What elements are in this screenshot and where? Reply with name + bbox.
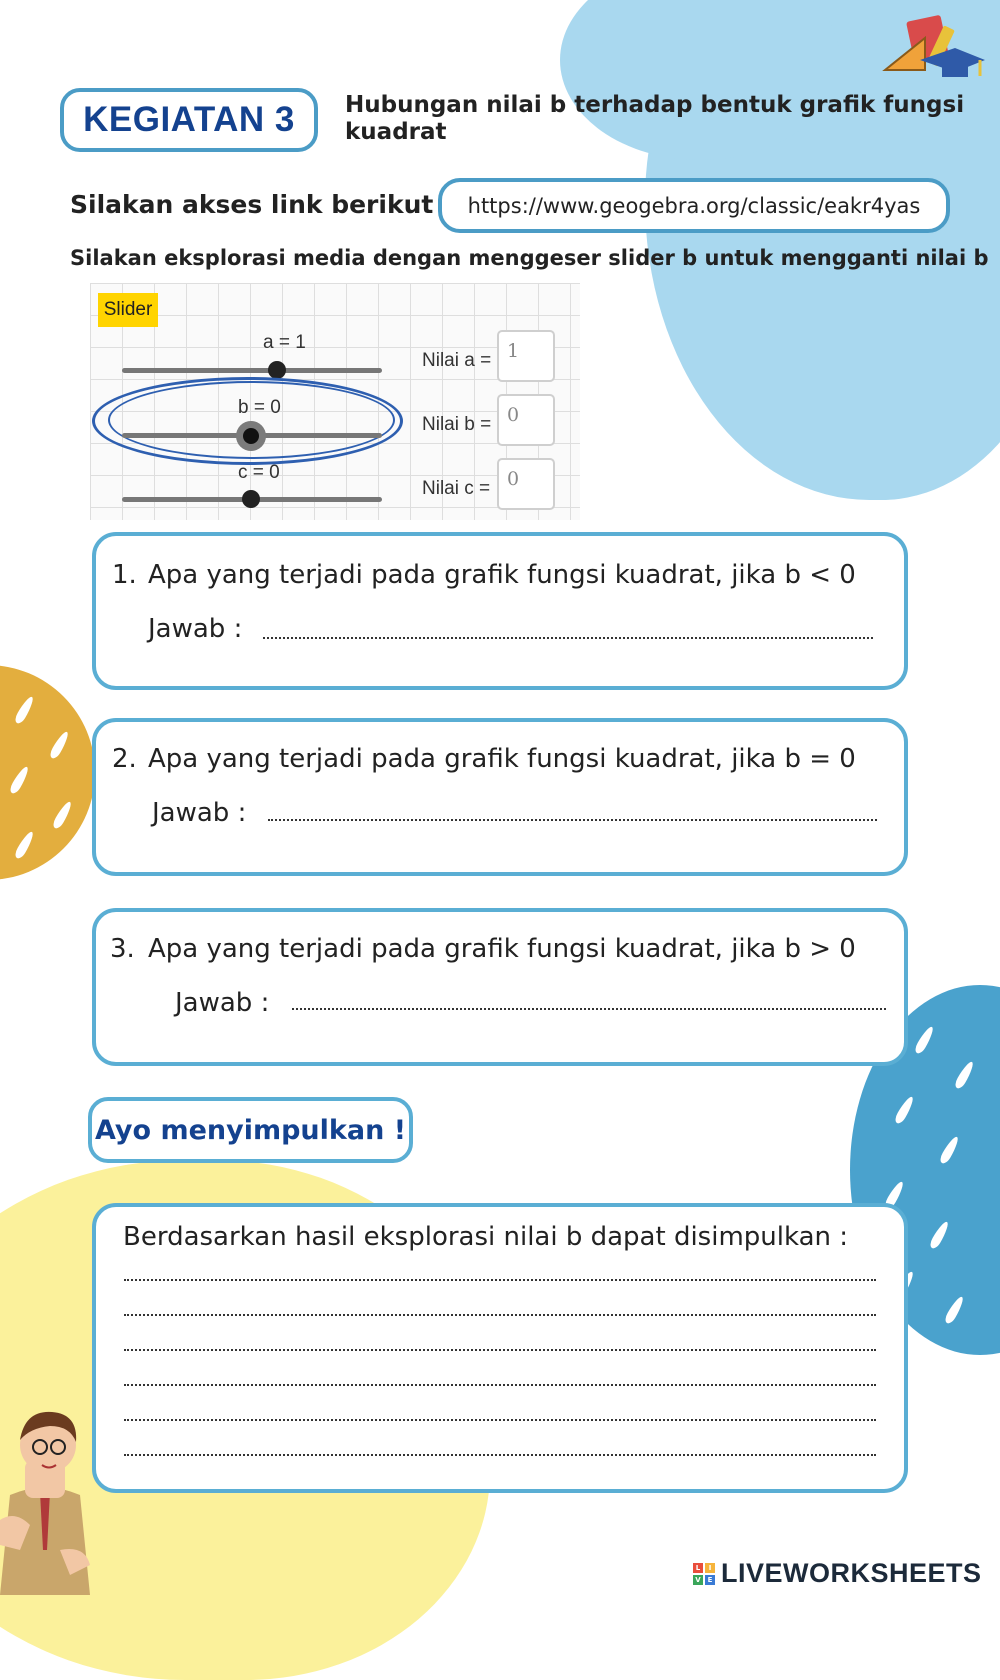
- question-2-text: Apa yang terjadi pada grafik fungsi kuadrat, jika b = 0: [148, 744, 856, 774]
- question-1-answer-label: Jawab :: [148, 614, 243, 644]
- slider-tag: Slider: [98, 293, 158, 327]
- conclusion-prompt: Berdasarkan hasil eksplorasi nilai b dapat disimpulkan :: [123, 1222, 849, 1252]
- slider-a-handle[interactable]: [268, 361, 286, 379]
- liveworksheets-mark-icon: [693, 1563, 715, 1585]
- decorative-blob-orange: [0, 665, 95, 880]
- conclusion-tag: [88, 1097, 413, 1163]
- question-2-answer-label: Jawab :: [152, 798, 247, 828]
- question-card-3: [92, 908, 908, 1066]
- conclusion-line-3[interactable]: [124, 1349, 876, 1351]
- slider-b-handle[interactable]: [236, 421, 266, 451]
- mark-letter-l: L: [693, 1563, 703, 1573]
- question-2-answer-field[interactable]: [268, 819, 877, 821]
- slider-a-track[interactable]: [122, 368, 382, 373]
- question-3-answer-label: Jawab :: [175, 988, 270, 1018]
- question-3-number: 3.: [110, 934, 135, 964]
- liveworksheets-brand: LIVEWORKSHEETS: [721, 1558, 982, 1588]
- activity-title: KEGIATAN 3: [83, 100, 295, 139]
- question-1-text: Apa yang terjadi pada grafik fungsi kuadrat, jika b < 0: [148, 560, 856, 590]
- exploration-instruction: Silakan eksplorasi media dengan menggeser slider b untuk mengganti nilai b: [70, 246, 989, 270]
- conclusion-line-1[interactable]: [124, 1279, 876, 1281]
- question-2-number: 2.: [112, 744, 137, 774]
- value-b-label: Nilai b =: [422, 414, 492, 435]
- value-c-label: Nilai c =: [422, 478, 491, 499]
- liveworksheets-logo[interactable]: [693, 1558, 982, 1589]
- mark-letter-e: E: [705, 1575, 715, 1585]
- mark-letter-v: V: [693, 1575, 703, 1585]
- slider-b-label: b = 0: [238, 397, 281, 418]
- conclusion-line-5[interactable]: [124, 1419, 876, 1421]
- value-a-input[interactable]: 1: [497, 330, 555, 382]
- slider-c-handle[interactable]: [242, 490, 260, 508]
- value-c-input[interactable]: 0: [497, 458, 555, 510]
- teacher-character-illustration: [0, 1400, 95, 1595]
- question-1-number: 1.: [112, 560, 137, 590]
- value-b-input[interactable]: 0: [497, 394, 555, 446]
- mark-letter-i: I: [705, 1563, 715, 1573]
- slider-c-label: c = 0: [238, 462, 280, 483]
- question-3-answer-field[interactable]: [292, 1008, 886, 1010]
- conclusion-line-6[interactable]: [124, 1454, 876, 1456]
- activity-title-box: [60, 88, 318, 152]
- question-card-1: [92, 532, 908, 690]
- slider-a-label: a = 1: [263, 332, 306, 353]
- question-card-2: [92, 718, 908, 876]
- value-a-label: Nilai a =: [422, 350, 492, 371]
- study-tools-illustration: [880, 8, 990, 83]
- conclusion-tag-text: Ayo menyimpulkan !: [94, 1114, 407, 1146]
- question-1-answer-field[interactable]: [263, 637, 873, 639]
- geogebra-link[interactable]: https://www.geogebra.org/classic/eakr4yas: [438, 178, 950, 233]
- question-3-text: Apa yang terjadi pada grafik fungsi kuadrat, jika b > 0: [148, 934, 856, 964]
- conclusion-line-4[interactable]: [124, 1384, 876, 1386]
- activity-subtitle: Hubungan nilai b terhadap bentuk grafik fungsi kuadrat: [345, 92, 965, 145]
- conclusion-line-2[interactable]: [124, 1314, 876, 1316]
- link-label: Silakan akses link berikut: [70, 190, 434, 219]
